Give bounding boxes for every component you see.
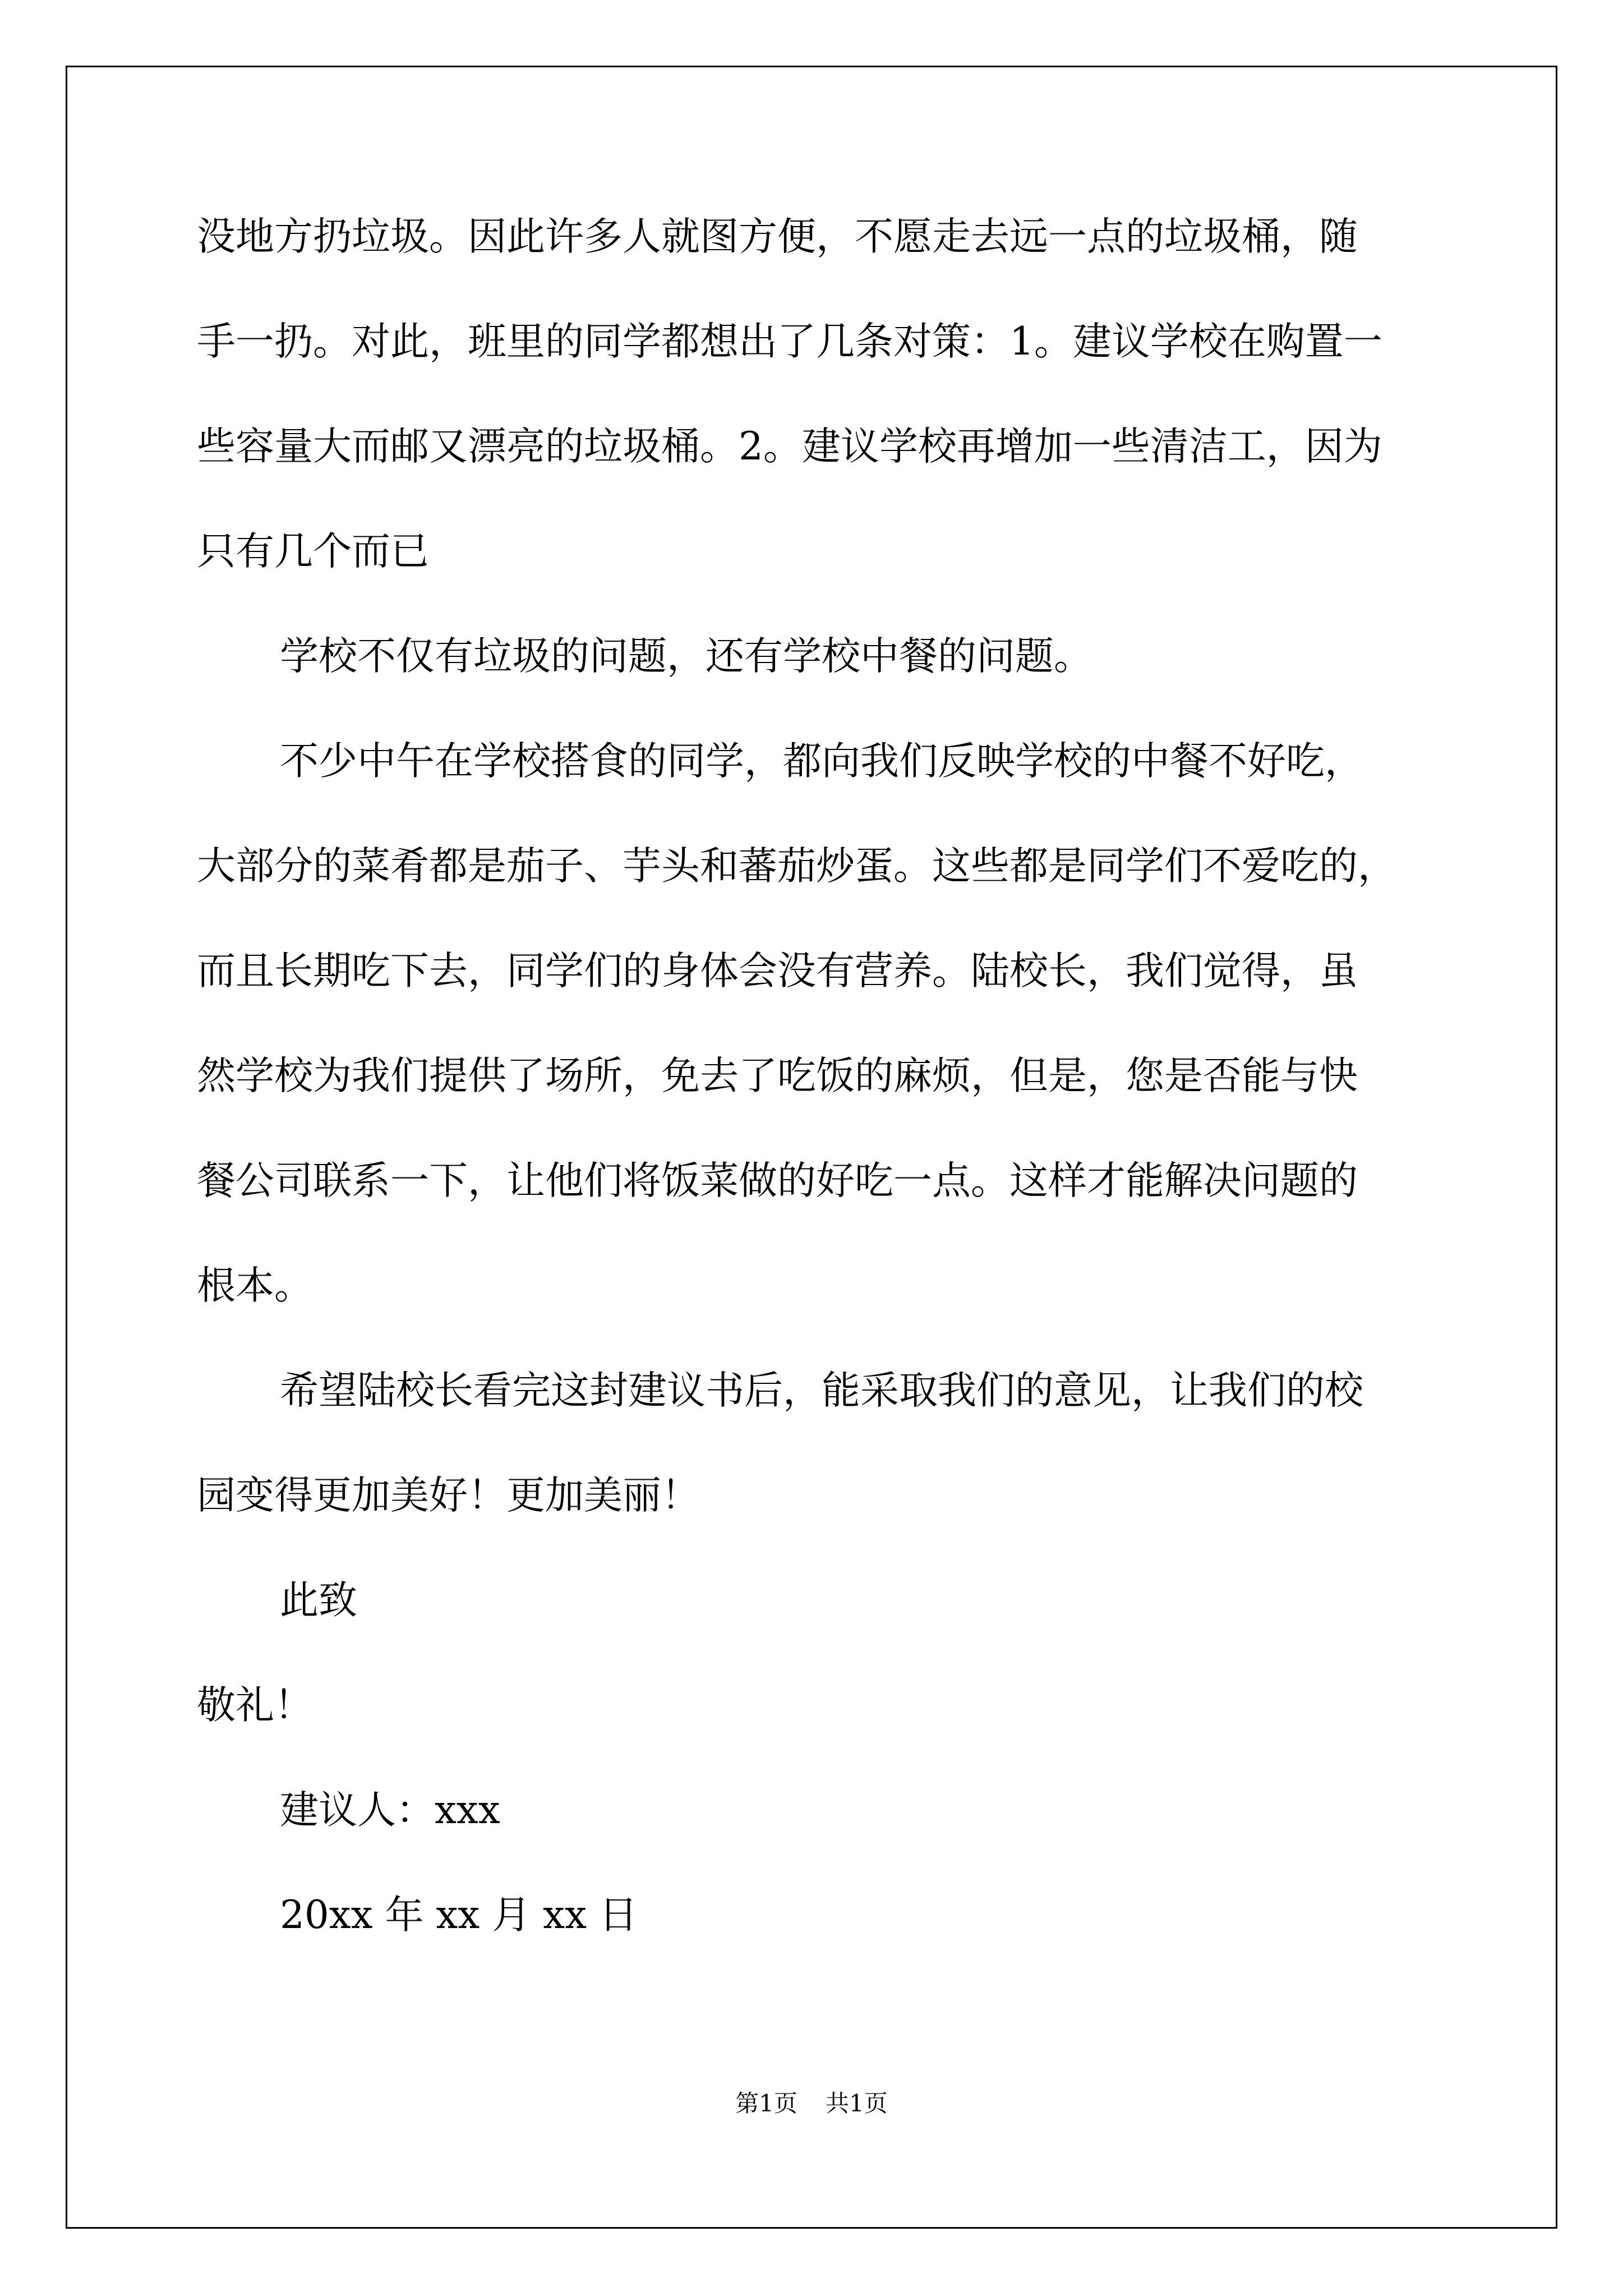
page-total: 共1页 xyxy=(826,2090,888,2117)
text-line: 只有几个而已 xyxy=(197,529,429,574)
text-line: 园变得更加美好！更加美丽！ xyxy=(197,1473,700,1518)
text-line: 餐公司联系一下，让他们将饭菜做的好吃一点。这样才能解决问题的 xyxy=(197,1158,1358,1203)
closing-regards: 敬礼！ xyxy=(197,1683,313,1728)
page-footer xyxy=(0,2090,1623,2118)
signature-line: 建议人：xxx xyxy=(280,1788,500,1833)
text-line: 然学校为我们提供了场所，免去了吃饭的麻烦，但是，您是否能与快 xyxy=(197,1053,1358,1098)
paragraph-first-line: 学校不仅有垃圾的问题，还有学校中餐的问题。 xyxy=(280,634,1092,679)
paragraph-first-line: 希望陆校长看完这封建议书后，能采取我们的意见，让我们的校 xyxy=(280,1368,1363,1413)
date-line: 20xx 年 xx 月 xx 日 xyxy=(280,1893,638,1938)
text-line: 手一扔。对此，班里的同学都想出了几条对策：1。建议学校在购置一 xyxy=(197,319,1382,364)
text-line: 大部分的菜肴都是茄子、芋头和蕃茄炒蛋。这些都是同学们不爱吃的， xyxy=(197,844,1396,889)
closing-salutation: 此致 xyxy=(280,1578,357,1623)
text-line: 些容量大而邮又漂亮的垃圾桶。2。建议学校再增加一些清洁工，因为 xyxy=(197,424,1382,469)
page-number: 第1页 xyxy=(735,2090,797,2117)
paragraph-first-line: 不少中午在学校搭食的同学，都向我们反映学校的中餐不好吃， xyxy=(280,739,1363,784)
text-line: 没地方扔垃圾。因此许多人就图方便，不愿走去远一点的垃圾桶，随 xyxy=(197,214,1358,259)
text-line: 而且长期吃下去，同学们的身体会没有营养。陆校长，我们觉得，虽 xyxy=(197,949,1358,993)
text-line: 根本。 xyxy=(197,1263,313,1308)
